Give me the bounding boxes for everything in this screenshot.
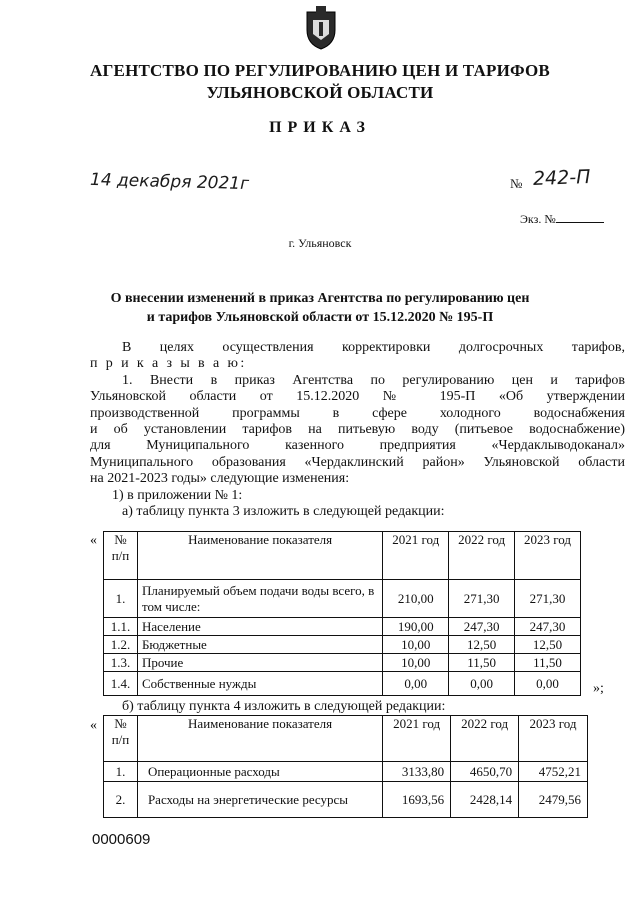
table-cell: 4650,70 bbox=[451, 762, 519, 782]
document-serial-number: 0000609 bbox=[92, 831, 151, 848]
body-line: на 2021-2023 годы» следующие изменения: bbox=[90, 471, 350, 487]
order-body bbox=[90, 340, 625, 520]
table-cell: 10,00 bbox=[383, 636, 449, 654]
table-cell: Бюджетные bbox=[137, 636, 382, 654]
table-cell: 271,30 bbox=[449, 580, 515, 618]
table-row bbox=[104, 580, 581, 618]
body-line: производственной программы в сфере холодного водоснабжения bbox=[90, 405, 625, 421]
table-cell: 2428,14 bbox=[451, 782, 519, 818]
table-cell: 1.1. bbox=[104, 618, 138, 636]
copy-number-label: Экз. № bbox=[520, 212, 556, 226]
table-header-row bbox=[104, 532, 581, 580]
handwritten-date: 14 декабря 2021г bbox=[89, 169, 250, 195]
header-cell: 2022 год bbox=[449, 532, 515, 580]
body-line: а) таблицу пункта 3 изложить в следующей редакции: bbox=[122, 504, 445, 520]
table-cell: 10,00 bbox=[383, 654, 449, 672]
table-row bbox=[104, 636, 581, 654]
order-number-handwritten: 242-П bbox=[532, 166, 591, 190]
header-cell: 2021 год bbox=[383, 716, 451, 762]
table-cell: 1. bbox=[104, 762, 138, 782]
body-line: п р и к а з ы в а ю: bbox=[90, 356, 247, 372]
table-row bbox=[104, 618, 581, 636]
body-line: для Муниципального казенного предприятия «Чердаклыводоканал» bbox=[90, 438, 625, 454]
table-cell: 0,00 bbox=[515, 672, 581, 696]
table-cell: 1.3. bbox=[104, 654, 138, 672]
body-line: 1. Внести в приказ Агентства по регулированию цен и тарифов bbox=[122, 372, 625, 388]
header-cell: 2023 год bbox=[519, 716, 588, 762]
header-cell: Наименование показателя bbox=[137, 716, 382, 762]
table-cell: 1. bbox=[104, 580, 138, 618]
table-cell: 190,00 bbox=[383, 618, 449, 636]
copy-number bbox=[520, 212, 604, 227]
header-cell: Наименование показателя bbox=[137, 532, 382, 580]
table-row bbox=[104, 762, 588, 782]
header-cell: 2023 год bbox=[515, 532, 581, 580]
table-cell: 0,00 bbox=[383, 672, 449, 696]
table-cell: 2479,56 bbox=[519, 782, 588, 818]
table-cell: 12,50 bbox=[515, 636, 581, 654]
table-cell: Планируемый объем подачи воды всего, в том числе: bbox=[137, 580, 382, 618]
table-cell: 0,00 bbox=[449, 672, 515, 696]
order-number-label: № bbox=[510, 176, 523, 191]
table-cell: Расходы на энергетические ресурсы bbox=[137, 782, 382, 818]
copy-number-blank bbox=[556, 212, 604, 223]
body-line: Ульяновской области от 15.12.2020 № 195-П «Об утверждении bbox=[90, 389, 625, 405]
table-cell: Прочие bbox=[137, 654, 382, 672]
table-row bbox=[104, 672, 581, 696]
agency-name-line1: АГЕНТСТВО ПО РЕГУЛИРОВАНИЮ ЦЕН И ТАРИФОВ bbox=[90, 61, 550, 80]
header-cell: № п/п bbox=[104, 716, 138, 762]
table-a bbox=[103, 531, 581, 696]
close-quote-a: »; bbox=[593, 681, 604, 696]
header-cell: № п/п bbox=[104, 532, 138, 580]
table-b-intro: б) таблицу пункта 4 изложить в следующей редакции: bbox=[122, 699, 446, 714]
subject-line2: и тарифов Ульяновской области от 15.12.2020 № 195-П bbox=[146, 310, 494, 325]
table-cell: Собственные нужды bbox=[137, 672, 382, 696]
table-cell: 3133,80 bbox=[383, 762, 451, 782]
table-cell: 1.2. bbox=[104, 636, 138, 654]
body-line: Муниципального образования «Чердаклинский район» Ульяновской области bbox=[90, 454, 625, 470]
table-cell: 247,30 bbox=[515, 618, 581, 636]
header-cell: 2021 год bbox=[383, 532, 449, 580]
table-cell: 4752,21 bbox=[519, 762, 588, 782]
coat-of-arms-icon bbox=[303, 6, 339, 50]
table-cell: 271,30 bbox=[515, 580, 581, 618]
table-cell: 247,30 bbox=[449, 618, 515, 636]
table-row bbox=[104, 654, 581, 672]
table-cell: 11,50 bbox=[515, 654, 581, 672]
subject-line1: О внесении изменений в приказ Агентства по регулированию цен bbox=[110, 291, 530, 306]
table-cell: Операционные расходы bbox=[137, 762, 382, 782]
table-b bbox=[103, 715, 588, 818]
order-subject bbox=[100, 289, 540, 327]
table-cell: 11,50 bbox=[449, 654, 515, 672]
body-line: и об установлении тарифов на питьевую воду (питьевое водоснабжение) bbox=[90, 422, 625, 438]
table-header-row bbox=[104, 716, 588, 762]
table-cell: 210,00 bbox=[383, 580, 449, 618]
agency-name-line2: УЛЬЯНОВСКОЙ ОБЛАСТИ bbox=[206, 83, 434, 102]
open-quote-b: « bbox=[90, 718, 97, 733]
table-cell: 12,50 bbox=[449, 636, 515, 654]
table-row bbox=[104, 782, 588, 818]
body-line: В целях осуществления корректировки долгосрочных тарифов, bbox=[122, 340, 625, 355]
header-cell: 2022 год bbox=[451, 716, 519, 762]
document-type: ПРИКАЗ bbox=[269, 119, 371, 136]
table-cell: Население bbox=[137, 618, 382, 636]
body-line: 1) в приложении № 1: bbox=[112, 487, 243, 503]
table-cell: 2. bbox=[104, 782, 138, 818]
open-quote-a: « bbox=[90, 533, 97, 548]
table-cell: 1693,56 bbox=[383, 782, 451, 818]
city: г. Ульяновск bbox=[288, 236, 352, 250]
table-cell: 1.4. bbox=[104, 672, 138, 696]
